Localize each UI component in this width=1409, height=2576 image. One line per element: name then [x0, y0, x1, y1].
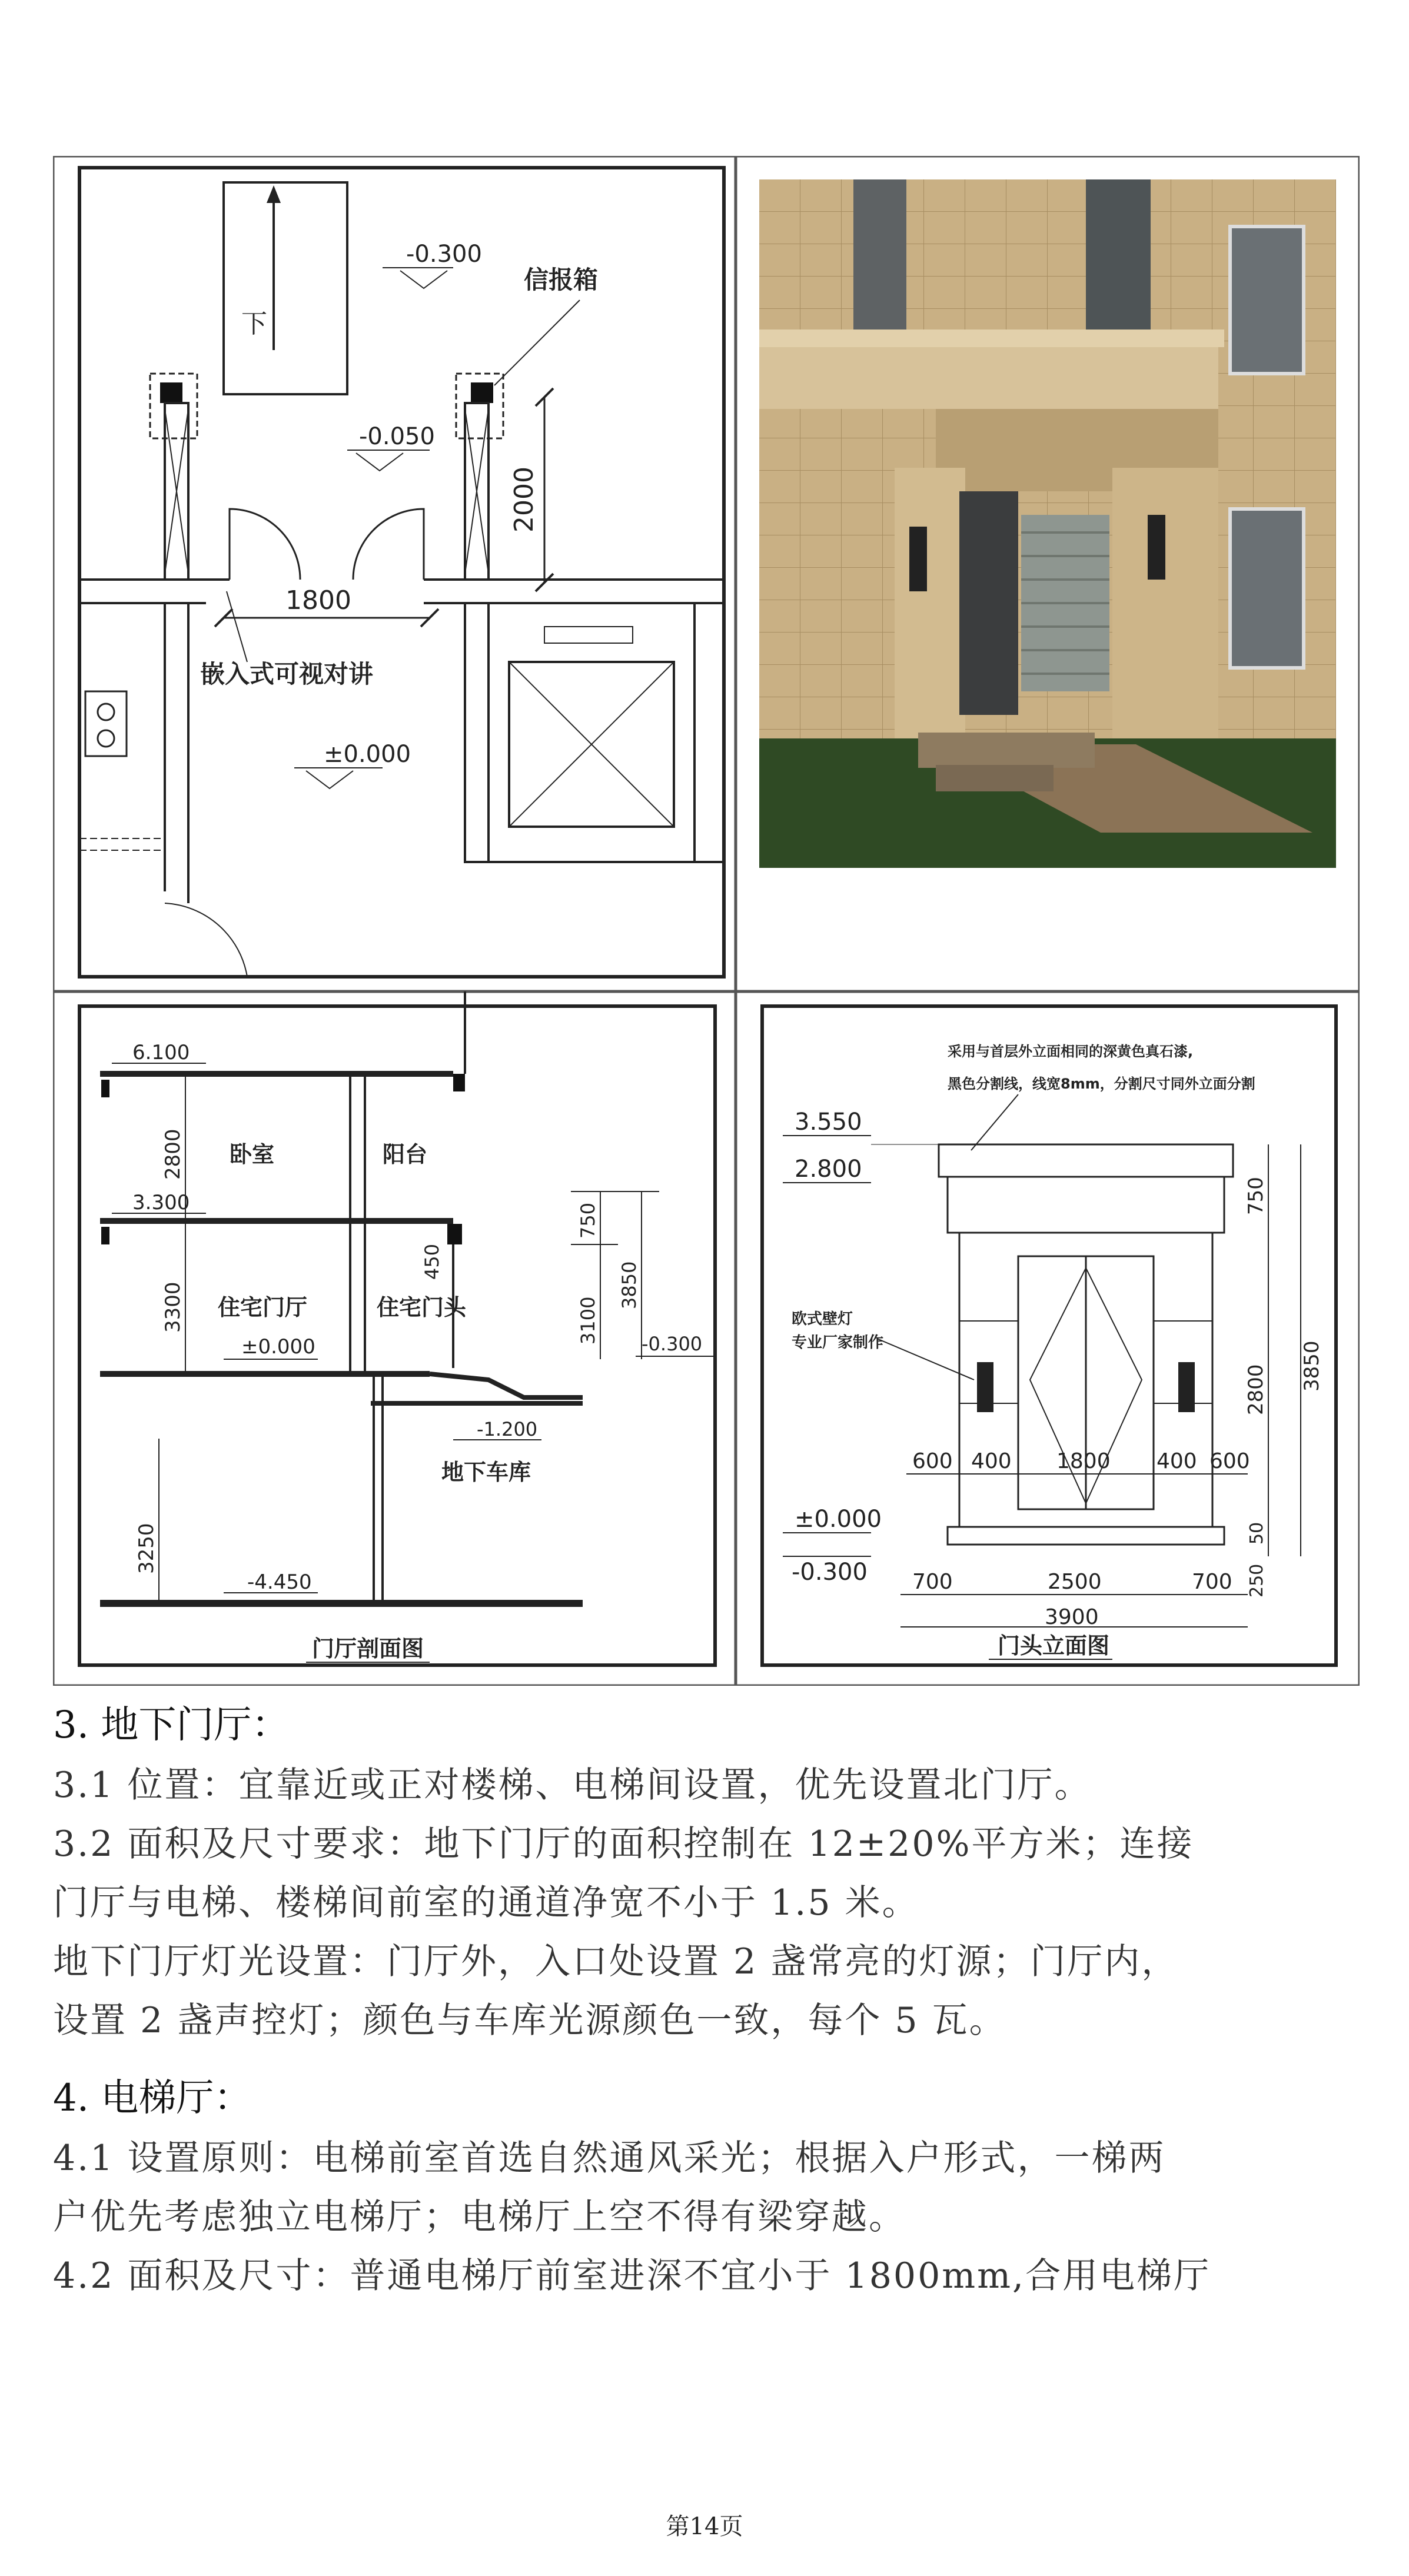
text-line: 设置 2 盏声控灯；颜色与车库光源颜色一致，每个 5 瓦。: [53, 2000, 1006, 2041]
text-line: 3.1 位置：宜靠近或正对楼梯、电梯间设置，优先设置北门厅。: [53, 1765, 1092, 1806]
section-level-m1200: -1.200: [477, 1418, 538, 1440]
section-level-m0300: -0.300: [642, 1333, 703, 1355]
plan-top-elevation: -0.300: [406, 241, 482, 268]
elev-d3900: 3900: [1045, 1605, 1099, 1629]
section-3-2-paragraph: [53, 1815, 1360, 1932]
plan-floor-elevation: ±0.000: [324, 741, 411, 768]
lighting-paragraph: [53, 1932, 1360, 2050]
room-lobby: 住宅门厅: [218, 1294, 308, 1320]
elevation-note-2: 黑色分割线，线宽8mm，分割尺寸同外立面分割: [948, 1076, 1255, 1092]
elev-v2800: 2800: [1244, 1364, 1268, 1415]
elevation-caption: 门头立面图: [998, 1633, 1110, 1659]
elev-v3850: 3850: [1300, 1340, 1324, 1392]
section-level-6100: 6.100: [132, 1041, 190, 1064]
entrance-plan-drawing: [53, 156, 736, 991]
room-entrance: 住宅门头: [377, 1294, 467, 1320]
elev-v50: 50: [1247, 1522, 1267, 1545]
figure-grid: [53, 156, 1360, 1686]
elev-d700-right: 700: [1192, 1570, 1232, 1594]
body-text: [53, 1695, 1360, 2305]
section-caption: 门厅剖面图: [312, 1636, 424, 1662]
room-bedroom: 卧室: [230, 1141, 275, 1167]
text-line: 4.2 面积及尺寸：普通电梯厅前室进深不宜小于 1800mm,合用电梯厅: [53, 2255, 1211, 2297]
section-level-m4450: -4.450: [247, 1570, 312, 1594]
section-dim-750: 750: [577, 1202, 599, 1239]
plan-depth-dim: 2000: [509, 467, 539, 532]
elev-d2500: 2500: [1048, 1570, 1102, 1594]
elev-d400-right: 400: [1157, 1449, 1197, 1473]
garage-label: 地下车库: [441, 1459, 531, 1485]
section-dim-3100: 3100: [577, 1296, 599, 1344]
elev-d600-left: 600: [912, 1449, 953, 1473]
intercom-label: 嵌入式可视对讲: [200, 660, 374, 688]
section-level-3300: 3.300: [132, 1191, 190, 1214]
elev-level-m0300: -0.300: [792, 1559, 868, 1586]
text-line: 4.1 设置原则：电梯前室首选自然通风采光；根据入户形式，一梯两: [53, 2138, 1166, 2179]
section-dim-450: 450: [421, 1243, 443, 1280]
lamp-note-2: 专业厂家制作: [792, 1334, 884, 1352]
text-line: 3.2 面积及尺寸要求：地下门厅的面积控制在 12±20%平方米；连接: [53, 1823, 1194, 1865]
plan-width-dim: 1800: [285, 585, 351, 615]
section-3-heading: 3. 地下门厅：: [53, 1703, 290, 1747]
elev-d700-left: 700: [912, 1570, 953, 1594]
elev-level-3550: 3.550: [795, 1109, 862, 1136]
elev-level-2800: 2.800: [795, 1156, 862, 1183]
lobby-section-drawing: [53, 991, 736, 1686]
section-dim-3250: 3250: [135, 1523, 158, 1574]
plan-down-label: 下: [241, 309, 267, 339]
page-number: 第14页: [666, 2513, 743, 2540]
elev-d400-left: 400: [971, 1449, 1012, 1473]
section-3-1-paragraph: [53, 1756, 1360, 1815]
mailbox-label: 信报箱: [524, 265, 599, 294]
room-balcony: 阳台: [383, 1141, 428, 1167]
elev-d600-right: 600: [1209, 1449, 1250, 1473]
text-line: 门厅与电梯、楼梯间前室的通道净宽不小于 1.5 米。: [53, 1882, 919, 1923]
elev-level-zero: ±0.000: [795, 1506, 882, 1533]
section-dim-3300: 3300: [161, 1282, 185, 1333]
lamp-note-1: 欧式壁灯: [792, 1310, 853, 1328]
section-dim-2800: 2800: [161, 1129, 185, 1180]
text-line: 户优先考虑独立电梯厅；电梯厅上空不得有梁穿越。: [53, 2196, 906, 2238]
elev-v750: 750: [1244, 1177, 1268, 1215]
section-4-heading: 4. 电梯厅：: [53, 2076, 252, 2120]
section-level-zero: ±0.000: [241, 1335, 315, 1359]
section-4-2-paragraph: [53, 2246, 1360, 2305]
section-dim-3850: 3850: [618, 1261, 640, 1309]
entrance-render-photo: [736, 156, 1360, 991]
text-line: 地下门厅灯光设置：门厅外，入口处设置 2 盏常亮的灯源；门厅内，: [53, 1941, 1179, 1982]
elev-d1800: 1800: [1056, 1449, 1111, 1473]
section-4-1-paragraph: [53, 2129, 1360, 2246]
elev-v250: 250: [1247, 1563, 1267, 1597]
elevation-note-1: 采用与首层外立面相同的深黄色真石漆,: [948, 1043, 1194, 1060]
entrance-elevation-drawing: [736, 991, 1360, 1686]
plan-mid-elevation: -0.050: [359, 423, 435, 450]
